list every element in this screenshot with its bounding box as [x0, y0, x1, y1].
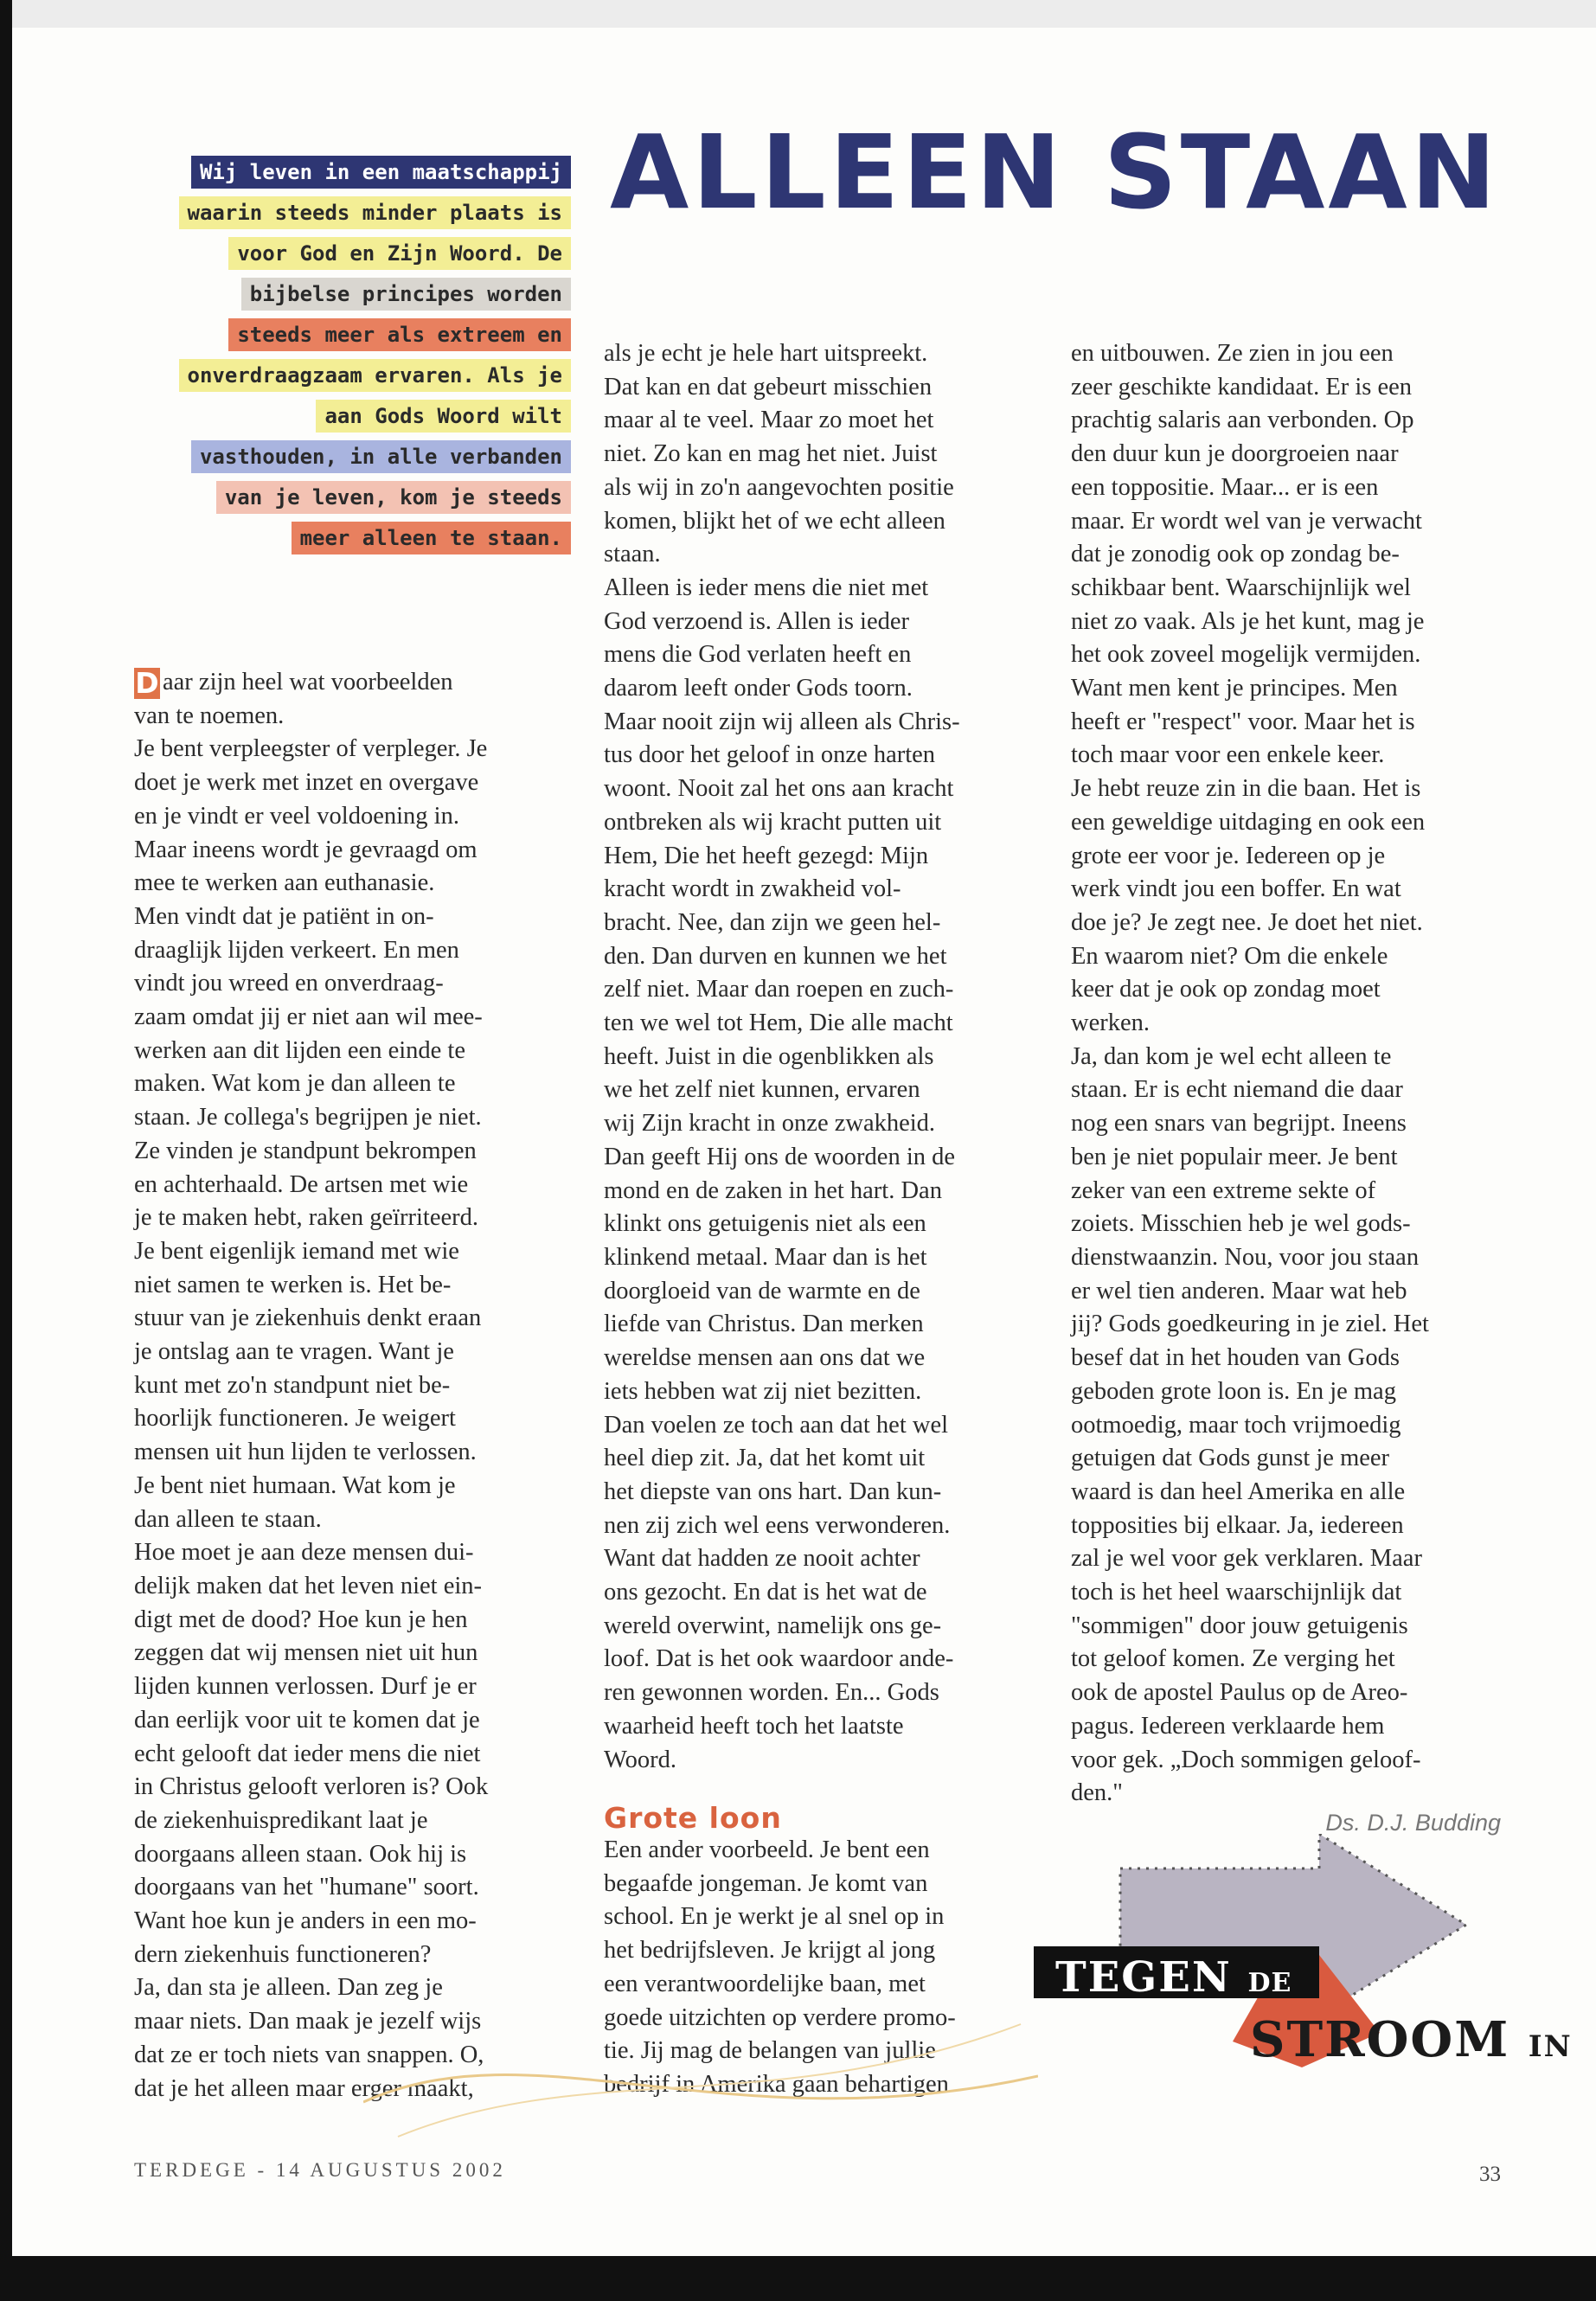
body-line: Je bent niet humaan. Wat kom je	[134, 1471, 456, 1499]
body-line: zaam omdat jij er niet aan wil mee-	[134, 1003, 483, 1031]
body-line: werken.	[1071, 1009, 1150, 1037]
body-line: Men vindt dat je patiënt in on-	[134, 902, 434, 930]
intro-line: van je leven, kom je steeds	[216, 481, 571, 514]
body-line: dan eerlijk voor uit te komen dat je	[134, 1706, 480, 1734]
body-line: woont. Nooit zal het ons aan kracht	[604, 775, 954, 803]
body-line: ren gewonnen worden. En... Gods	[604, 1679, 939, 1707]
body-line: geboden grote loon is. En je mag	[1071, 1377, 1396, 1405]
body-line: prachtig salaris aan verbonden. Op	[1071, 407, 1414, 434]
intro-line: steeds meer als extreem en	[228, 318, 571, 351]
body-line: stuur van je ziekenhuis denkt eraan	[134, 1304, 482, 1332]
body-line: keer dat je ook op zondag moet	[1071, 976, 1381, 1003]
section-subheading: Grote loon	[604, 1801, 782, 1835]
body-line: tot geloof komen. Ze verging het	[1071, 1645, 1395, 1673]
body-line: Ze vinden je standpunt bekrompen	[134, 1137, 477, 1164]
body-line: Dat kan en dat gebeurt misschien	[604, 373, 933, 401]
body-line: Maar nooit zijn wij alleen als Chris-	[604, 708, 960, 735]
body-line: Een ander voorbeeld. Je bent een	[604, 1836, 930, 1863]
intro-highlight-block	[131, 156, 571, 562]
body-line: waarheid heeft toch het laatste	[604, 1712, 904, 1740]
body-line: Je hebt reuze zin in die baan. Het is	[1071, 775, 1421, 803]
body-line: klinkt ons getuigenis niet als een	[604, 1210, 926, 1238]
body-line: mens die God verlaten heeft en	[604, 641, 912, 669]
body-line: dat je zonodig ook op zondag be-	[1071, 541, 1400, 568]
body-line	[134, 666, 567, 700]
body-line: den."	[1071, 1779, 1123, 1807]
body-line: je te maken hebt, raken geïrriteerd.	[134, 1204, 479, 1232]
body-line: doet je werk met inzet en overgave	[134, 769, 479, 797]
body-line: van te noemen.	[134, 702, 285, 729]
body-line: delijk maken dat het leven niet ein-	[134, 1572, 483, 1599]
body-line: Je bent eigenlijk iemand met wie	[134, 1237, 459, 1265]
body-line: zelf niet. Maar dan roepen en zuch-	[604, 976, 954, 1003]
body-line: den. Dan durven en kunnen we het	[604, 942, 947, 970]
body-line: dat je het alleen maar erger maakt,	[134, 2074, 474, 2102]
body-line: tus door het geloof in onze harten	[604, 741, 936, 769]
body-line: zal je wel voor gek verklaren. Maar	[1071, 1545, 1422, 1573]
logo-word-tegen: TEGEN	[1055, 1953, 1232, 2002]
body-line: er wel tien anderen. Maar wat heb	[1071, 1277, 1407, 1304]
page-number: 33	[1479, 2163, 1501, 2186]
body-line: komen, blijkt het of we echt alleen	[604, 507, 945, 535]
logo-word-de: DE	[1247, 1968, 1292, 1998]
body-line: liefde van Christus. Dan merken	[604, 1311, 924, 1338]
body-line: iets hebben wat zij niet bezitten.	[604, 1377, 922, 1405]
wave-line	[398, 2024, 1021, 2137]
body-line: doe je? Je zegt nee. Je doet het niet.	[1071, 908, 1423, 936]
logo-text-line-2	[1250, 2011, 1573, 2068]
scan-edge-left	[0, 0, 12, 2301]
scan-edge-top	[0, 0, 1596, 28]
body-line: Alleen is ieder mens die niet met	[604, 574, 929, 601]
body-line: heeft. Juist in die ogenblikken als	[604, 1042, 934, 1070]
body-line: dienstwaanzin. Nou, voor jou staan	[1071, 1243, 1420, 1271]
body-line: wereldse mensen aan ons dat we	[604, 1344, 926, 1372]
body-line: maar niets. Dan maak je jezelf wijs	[134, 2008, 482, 2035]
body-line: den duur kun je doorgroeien naar	[1071, 440, 1399, 468]
body-line: staan. Je collega's begrijpen je niet.	[134, 1104, 482, 1131]
body-line: toch is het heel waarschijnlijk dat	[1071, 1579, 1402, 1606]
logo-word-in: IN	[1528, 2029, 1573, 2064]
body-line: digt met de dood? Hoe kun je hen	[134, 1606, 468, 1633]
body-line: we het zelf niet kunnen, ervaren	[604, 1076, 920, 1104]
body-line: ten we wel tot Hem, Die alle macht	[604, 1009, 953, 1037]
scan-edge-bottom	[0, 2256, 1596, 2301]
body-line: Want dat hadden ze nooit achter	[604, 1545, 920, 1573]
body-line: begaafde jongeman. Je komt van	[604, 1869, 928, 1897]
body-line: en achterhaald. De artsen met wie	[134, 1170, 469, 1198]
intro-line: onverdraagzaam ervaren. Als je	[179, 359, 571, 392]
body-line: een geweldige uitdaging en ook een	[1071, 808, 1426, 836]
body-line: kracht wordt in zwakheid vol-	[604, 875, 901, 903]
body-line: ben je niet populair meer. Je bent	[1071, 1143, 1398, 1170]
intro-line: aan Gods Woord wilt	[316, 400, 571, 433]
body-line: als je echt je hele hart uitspreekt.	[604, 340, 928, 367]
body-line: het diepste van ons hart. Dan kun-	[604, 1477, 942, 1505]
article-title: ALLEEN STAAN	[610, 112, 1500, 232]
body-line: ons gezocht. En dat is het wat de	[604, 1579, 927, 1606]
body-line: nog een snars van begrijpt. Ineens	[1071, 1110, 1407, 1138]
body-line: schikbaar bent. Waarschijnlijk wel	[1071, 574, 1411, 601]
body-line: het bedrijfsleven. Je krijgt al jong	[604, 1937, 936, 1965]
intro-line: Wij leven in een maatschappij	[191, 156, 571, 189]
body-line: zeker van een extreme sekte of	[1071, 1176, 1376, 1204]
intro-line: vasthouden, in alle verbanden	[191, 440, 571, 473]
body-line: "sommigen" door jouw getuigenis	[1071, 1612, 1408, 1639]
body-line: waard is dan heel Amerika en alle	[1071, 1477, 1406, 1505]
body-line: getuigen dat Gods gunst je meer	[1071, 1445, 1390, 1472]
body-line: maar al te veel. Maar zo moet het	[604, 407, 934, 434]
body-line: in Christus gelooft verloren is? Ook	[134, 1773, 489, 1801]
body-line: heeft er "respect" voor. Maar het is	[1071, 708, 1415, 735]
body-line: doorgaans van het "humane" soort.	[134, 1874, 479, 1901]
logo-text-line-1	[1055, 1953, 1292, 2002]
body-line: wij Zijn kracht in onze zwakheid.	[604, 1110, 936, 1138]
body-line: en je vindt er veel voldoening in.	[134, 802, 459, 830]
body-line: werken aan dit lijden een einde te	[134, 1036, 465, 1064]
series-logo	[1034, 1834, 1573, 2163]
body-line: dat ze er toch niets van snappen. O,	[134, 2041, 484, 2068]
body-line: Ja, dan kom je wel echt alleen te	[1071, 1042, 1392, 1070]
body-line: Maar ineens wordt je gevraagd om	[134, 836, 478, 863]
body-line: God verzoend is. Allen is ieder	[604, 607, 909, 635]
body-line: een toppositie. Maar... er is een	[1071, 473, 1379, 501]
decorative-wave-lines	[363, 1972, 1038, 2145]
body-column-2	[604, 337, 1036, 1777]
body-line: en uitbouwen. Ze zien in jou een	[1071, 340, 1394, 367]
body-line: lijden kunnen verlossen. Durf je er	[134, 1673, 477, 1701]
intro-line: voor God en Zijn Woord. De	[228, 237, 571, 270]
body-line: kunt met zo'n standpunt niet be-	[134, 1371, 451, 1399]
body-line: topposities bij elkaar. Ja, iedereen	[1071, 1511, 1404, 1539]
body-line: bedrijf in Amerika gaan behartigen	[604, 2070, 949, 2098]
body-line: nen zij zich wel eens verwonderen.	[604, 1511, 951, 1539]
body-line: Je bent verpleegster of verpleger. Je	[134, 735, 488, 763]
body-line: je ontslag aan te vragen. Want je	[134, 1338, 454, 1366]
body-line: Ja, dan sta je alleen. Dan zeg je	[134, 1974, 443, 2002]
body-line: een verantwoordelijke baan, met	[604, 1970, 926, 1997]
body-line: echt gelooft dat ieder mens die niet	[134, 1740, 481, 1767]
drop-cap: D	[135, 666, 159, 700]
body-line: school. En je werkt je al snel op in	[604, 1903, 945, 1931]
body-line: niet zo vaak. Als je het kunt, mag je	[1071, 607, 1425, 635]
body-line: doorgaans alleen staan. Ook hij is	[134, 1840, 467, 1868]
body-line: als wij in zo'n aangevochten positie	[604, 473, 954, 501]
body-line: draaglijk lijden verkeert. En men	[134, 936, 459, 964]
body-line: dern ziekenhuis functioneren?	[134, 1940, 432, 1968]
body-line: ootmoedig, maar toch vrijmoedig	[1071, 1411, 1401, 1439]
body-line: toch maar voor een enkele keer.	[1071, 741, 1385, 769]
body-line: het ook zoveel mogelijk vermijden.	[1071, 641, 1421, 669]
body-line: werk vindt jou een boffer. En wat	[1071, 875, 1401, 903]
footer-publication: TERDEGE - 14 AUGUSTUS 2002	[134, 2159, 506, 2181]
body-line: goede uitzichten op verdere promo-	[604, 2003, 956, 2031]
body-line: heel diep zit. Ja, dat het komt uit	[604, 1445, 926, 1472]
body-line: maken. Wat kom je dan alleen te	[134, 1070, 456, 1098]
body-line: zeer geschikte kandidaat. Er is een	[1071, 373, 1413, 401]
body-line: staan. Er is echt niemand die daar	[1071, 1076, 1403, 1104]
body-line: Want hoe kun je anders in een mo-	[134, 1907, 477, 1935]
body-line: voor gek. „Doch sommigen geloof-	[1071, 1746, 1421, 1773]
body-line: staan.	[604, 541, 661, 568]
body-line: En waarom niet? Om die enkele	[1071, 942, 1388, 970]
body-line: Dan geeft Hij ons de woorden in de	[604, 1143, 956, 1170]
body-line: Woord.	[604, 1746, 676, 1773]
body-line: maar. Er wordt wel van je verwacht	[1071, 507, 1422, 535]
intro-line: bijbelse principes worden	[241, 278, 571, 311]
body-line: niet. Zo kan en mag het niet. Juist	[604, 440, 938, 468]
body-line: klinkend metaal. Maar dan is het	[604, 1243, 927, 1271]
body-line: de ziekenhuispredikant laat je	[134, 1806, 428, 1834]
body-line: jij? Gods goedkeuring in je ziel. Het	[1071, 1311, 1429, 1338]
body-line: hoorlijk functioneren. Je weigert	[134, 1405, 456, 1433]
intro-line: meer alleen te staan.	[292, 522, 571, 554]
body-line: Want men kent je principes. Men	[1071, 675, 1398, 702]
body-column-3	[1071, 337, 1521, 1811]
body-line: zeggen dat wij mensen niet uit hun	[134, 1639, 478, 1667]
body-line: mee te werken aan euthanasie.	[134, 869, 435, 897]
body-line: tie. Jij mag de belangen van jullie	[604, 2037, 936, 2065]
body-line: Dan voelen ze toch aan dat het wel	[604, 1411, 949, 1439]
body-line: vindt jou wreed en onverdraag-	[134, 970, 444, 997]
body-line: zoiets. Misschien heb je wel gods-	[1071, 1210, 1411, 1238]
body-line: doorgloeid van de warmte en de	[604, 1277, 920, 1304]
body-line: wereld overwint, namelijk ons ge-	[604, 1612, 942, 1639]
body-line: pagus. Iedereen verklaarde hem	[1071, 1712, 1385, 1740]
logo-word-stroom: STROOM	[1250, 2011, 1510, 2068]
author-byline: Ds. D.J. Budding	[1325, 1810, 1501, 1836]
body-line: besef dat in het houden van Gods	[1071, 1344, 1400, 1372]
body-line: daarom leeft onder Gods toorn.	[604, 675, 913, 702]
body-line: dan alleen te staan.	[134, 1505, 322, 1533]
wave-line	[363, 2075, 1038, 2102]
body-line: ook de apostel Paulus op de Areo-	[1071, 1679, 1408, 1707]
intro-line: waarin steeds minder plaats is	[179, 196, 571, 229]
body-line: Hem, Die het heeft gezegd: Mijn	[604, 842, 929, 869]
body-line: loof. Dat is het ook waardoor ande-	[604, 1645, 954, 1673]
body-line: ontbreken als wij kracht putten uit	[604, 808, 942, 836]
body-first-line: aar zijn heel wat voorbeelden	[163, 669, 453, 695]
body-line: niet samen te werken is. Het be-	[134, 1271, 452, 1298]
body-line: grote eer voor je. Iedereen op je	[1071, 842, 1386, 869]
body-line: mond en de zaken in het hart. Dan	[604, 1176, 942, 1204]
body-column-1	[134, 666, 567, 2106]
body-line: Hoe moet je aan deze mensen dui-	[134, 1539, 474, 1567]
body-line: bracht. Nee, dan zijn we geen hel-	[604, 908, 941, 936]
body-line: mensen uit hun lijden te verlossen.	[134, 1439, 477, 1466]
